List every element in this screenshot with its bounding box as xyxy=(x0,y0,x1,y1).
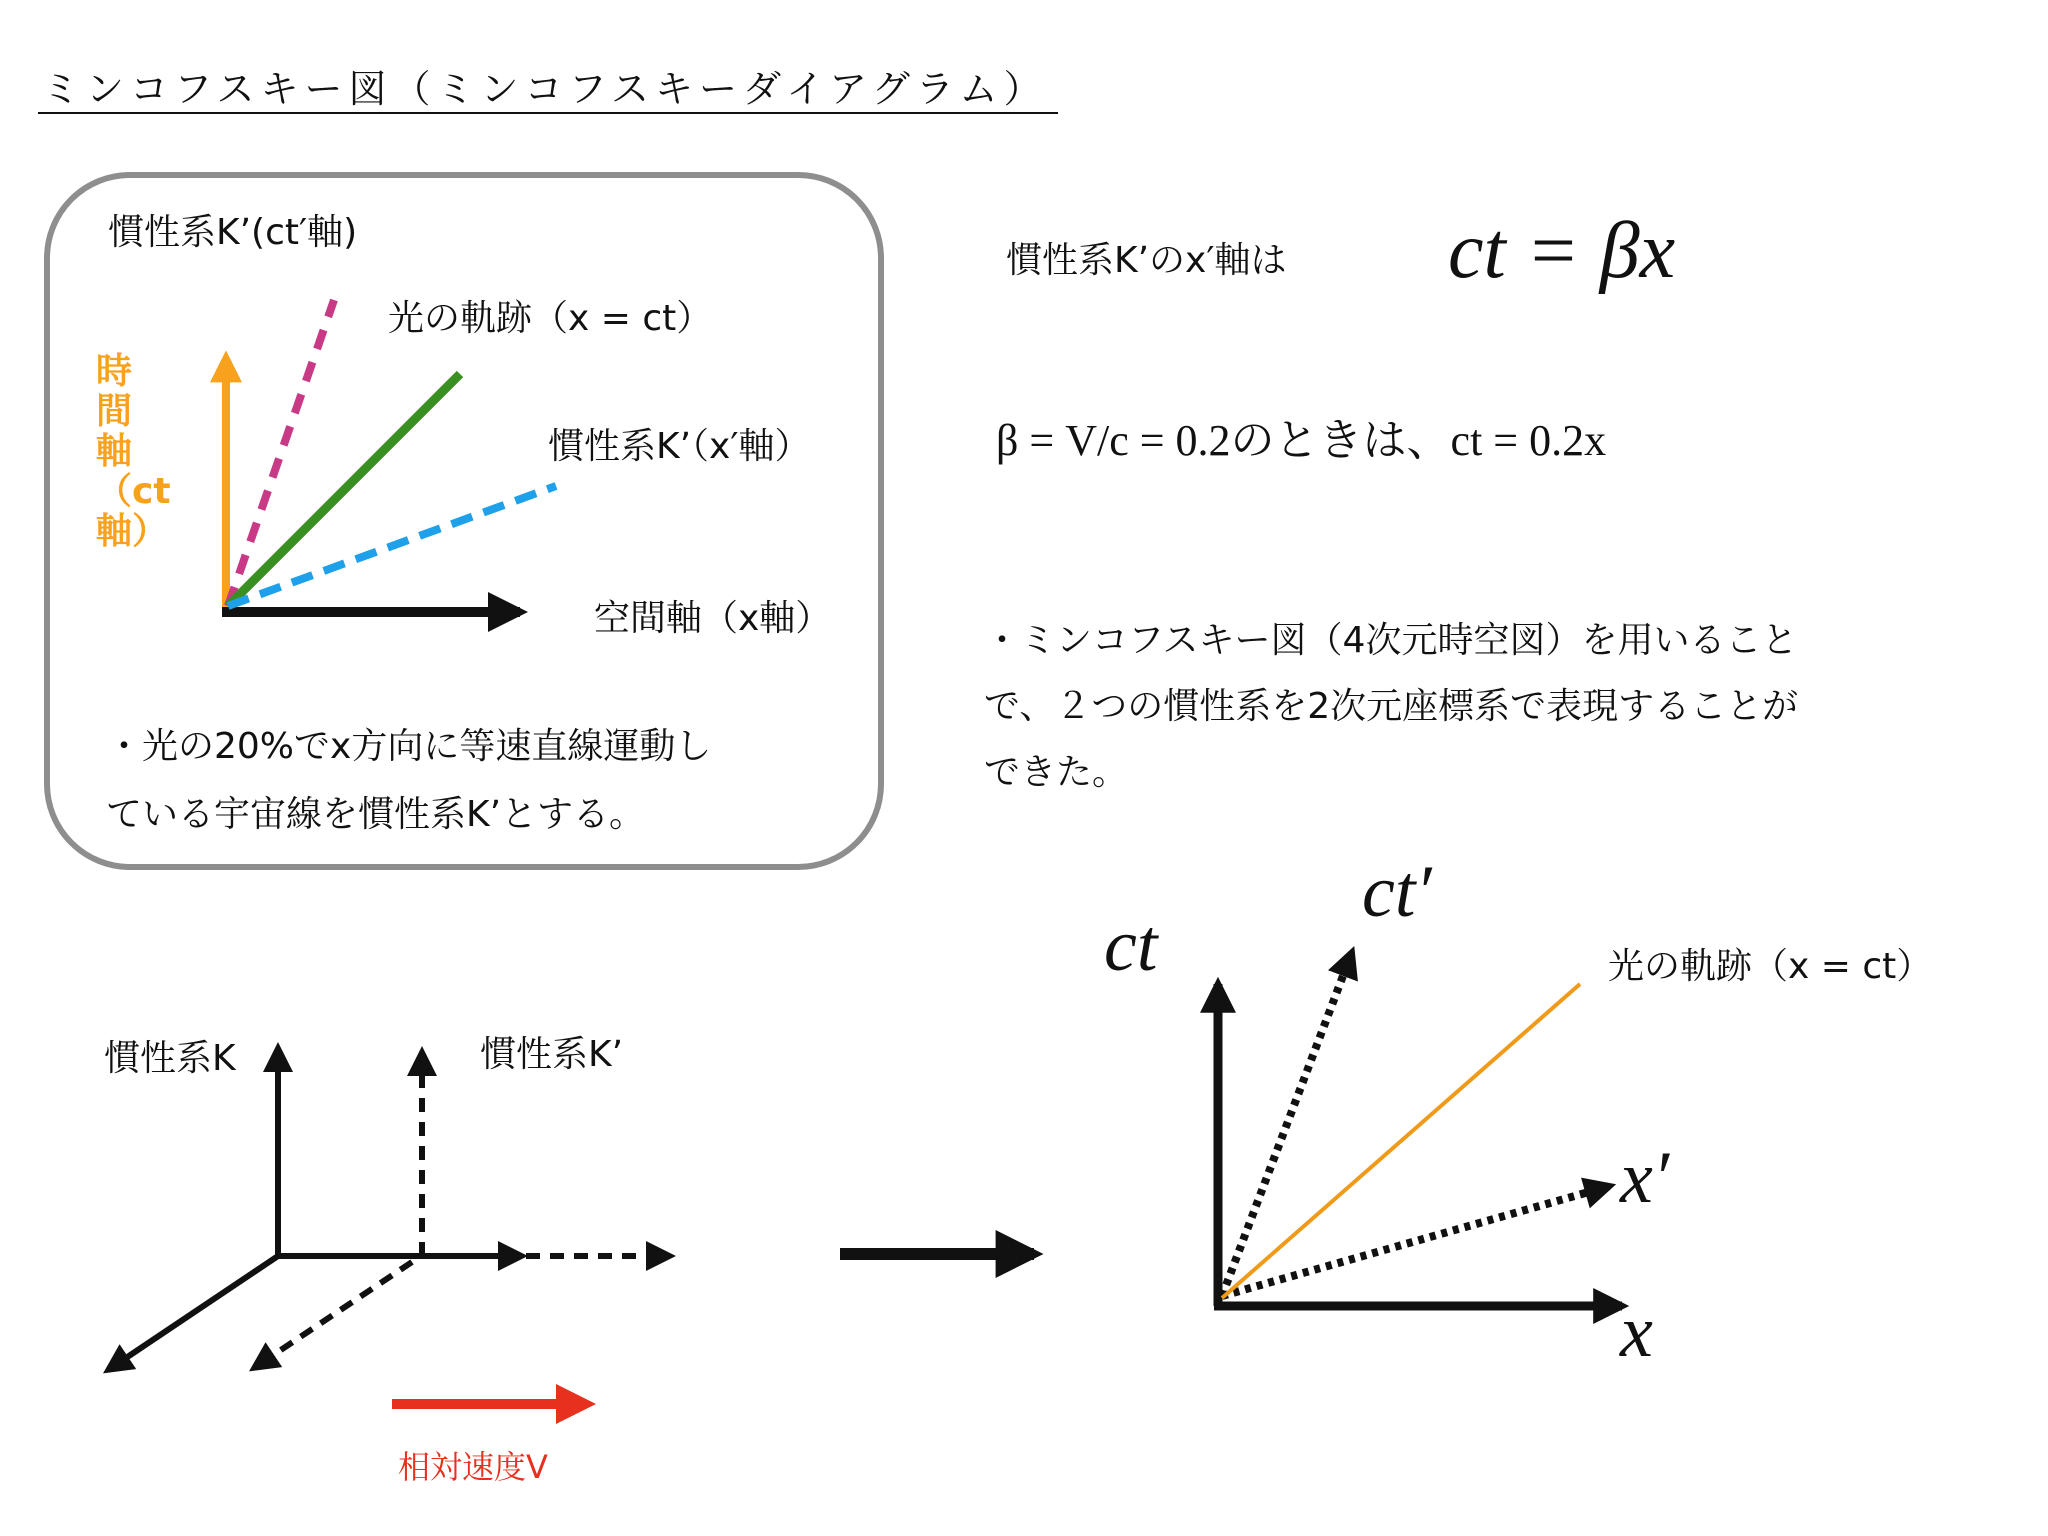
inset-x-prime-line xyxy=(228,486,556,606)
inset-note-line-2: ている宇宙線を慣性系K’とする。 xyxy=(106,794,646,835)
inset-time-axis-label: 時間軸（ct軸） xyxy=(96,351,171,552)
xprime-axis-label: 慣性系K’のx′軸は xyxy=(1006,240,1287,281)
frame-kprime-label: 慣性系K’ xyxy=(480,1034,624,1075)
inset-light-path-label: 光の軌跡（x = ct） xyxy=(388,298,713,339)
inset-light-path-line xyxy=(228,374,460,606)
xprime-axis-equation: ct = βx xyxy=(1448,207,1676,295)
frame-kprime-diagonal-arrow xyxy=(254,1262,412,1368)
description-line-2: で、２つの慣性系を2次元座標系で表現することが xyxy=(984,686,1799,727)
description-line-1: ・ミンコフスキー図（4次元時空図）を用いること xyxy=(984,620,1798,661)
inset-note-line-1: ・光の20%でx方向に等速直線運動し xyxy=(106,726,712,767)
frame-k-diagonal-arrow xyxy=(108,1256,278,1370)
minkowski-ct-label: ct xyxy=(1104,905,1158,987)
minkowski-x-prime-label: x′ xyxy=(1620,1137,1670,1219)
description-line-3: できた。 xyxy=(984,752,1129,793)
minkowski-light-path-label: 光の軌跡（x = ct） xyxy=(1608,946,1933,987)
minkowski-ct-prime-axis xyxy=(1222,952,1352,1296)
inset-ct-prime-axis-label: 慣性系K’(ct′軸) xyxy=(108,212,358,253)
inset-x-prime-axis-label: 慣性系K’（x′軸） xyxy=(548,426,811,467)
inset-space-axis-label: 空間軸（x軸） xyxy=(594,598,832,639)
minkowski-light-path xyxy=(1222,984,1580,1298)
page-title: ミンコフスキー図（ミンコフスキーダイアグラム） xyxy=(42,67,1048,111)
relative-velocity-label: 相対速度V xyxy=(398,1448,548,1486)
minkowski-x-label: x xyxy=(1620,1291,1653,1373)
minkowski-ct-prime-label: ct′ xyxy=(1362,851,1432,933)
minkowski-x-prime-axis xyxy=(1222,1186,1610,1296)
inset-ct-prime-line xyxy=(228,300,334,606)
frame-k-label: 慣性系K xyxy=(104,1038,236,1079)
beta-example-equation: β = V/c = 0.2のときは、ct = 0.2x xyxy=(996,416,1607,465)
